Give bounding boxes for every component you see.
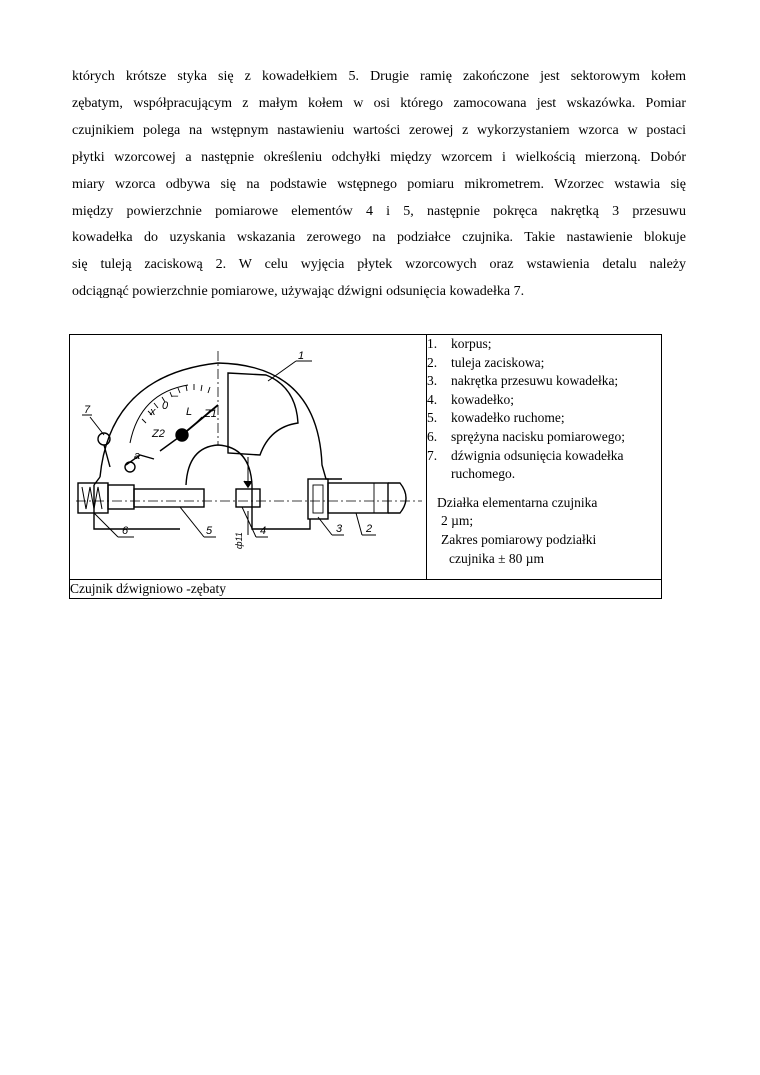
- gear-label-z2: Z2: [152, 428, 165, 440]
- spec-line: Działka elementarna czujnika: [437, 494, 598, 510]
- list-item: 1. korpus;: [427, 336, 492, 351]
- spec-line: czujnika ± 80 µm: [449, 550, 545, 566]
- drawing-label-2: 2: [366, 523, 373, 535]
- parts-list: [427, 335, 661, 484]
- body-paragraph: [72, 64, 686, 306]
- list-item: 7. dźwignia odsunięcia kowadełka ruchomego.: [427, 447, 624, 482]
- paragraph-line: kowadełka do uzyskania wskazania zerowego na podziałce czujnika. Takie nastawienie blokuje: [72, 230, 686, 246]
- dial-label-zero: 0: [162, 400, 169, 412]
- paragraph-line: których krótsze styka się z kowadełkiem 5. Drugie ramię zakończone jest sektorowym kołem: [72, 69, 686, 84]
- drawing-label-3: 3: [336, 523, 343, 535]
- technical-drawing-cell: [70, 335, 427, 580]
- spec-line: 2 µm;: [441, 513, 474, 529]
- list-item: 5. kowadełko ruchome;: [427, 410, 565, 426]
- drawing-label-4: 4: [260, 525, 267, 537]
- spec-line: Zakres pomiarowy podziałki: [441, 531, 597, 547]
- drawing-label-5: 5: [206, 525, 213, 537]
- list-item: 4. kowadełko;: [427, 391, 514, 407]
- dial-label-l: L: [186, 406, 193, 418]
- list-item: 2. tuleja zaciskowa;: [427, 354, 545, 370]
- paragraph-line: zębatym, współpracującym z małym kołem w osi którego zamocowana jest wskazówka. Pomiar: [72, 95, 686, 111]
- paragraph-line: między powierzchnie pomiarowe elementów 4 i 5, następnie pokręca nakrętką 3 przesuwu: [72, 203, 686, 219]
- paragraph-line: miary wzorca odbywa się na podstawie wstępnego pomiaru mikrometrem. Wzorzec wstawia się: [72, 176, 686, 192]
- legend-cell: [427, 335, 662, 580]
- drawing-label-6: 6: [122, 525, 129, 537]
- list-item: 3. nakrętka przesuwu kowadełka;: [427, 373, 619, 389]
- paragraph-line: się tuleją zaciskową 2. W celu wyjęcia płytek wzorcowych oraz wstawienia detalu należy: [72, 257, 686, 273]
- paragraph-line: odciągnąć powierzchnie pomiarowe, używając dźwigni odsunięcia kowadełka 7.: [72, 284, 525, 300]
- drawing-label-1: 1: [298, 350, 305, 362]
- gauge-specification: [437, 494, 661, 568]
- diameter-label: ф11: [234, 532, 244, 549]
- dial-label-minus: –: [172, 390, 179, 402]
- dial-label-x: x: [150, 406, 156, 418]
- paragraph-line: płytki wzorcowej a następnie określeniu odchyłki między wzorcem i wielkością mierzoną. Dobór: [72, 149, 686, 165]
- gear-label-z1: Z1: [204, 408, 217, 420]
- paragraph-line: czujnikiem polega na wstępnym nastawieniu wartości zerowej z wykorzystaniem wzorca w postaci: [72, 122, 686, 138]
- gauge-technical-drawing: [70, 335, 426, 575]
- figure-table: [69, 334, 662, 599]
- angle-label-a: a: [134, 450, 141, 462]
- figure-caption: Czujnik dźwigniowo -zębaty: [70, 580, 662, 599]
- drawing-label-7: 7: [84, 404, 91, 416]
- list-item: 6. sprężyna nacisku pomiarowego;: [427, 428, 625, 444]
